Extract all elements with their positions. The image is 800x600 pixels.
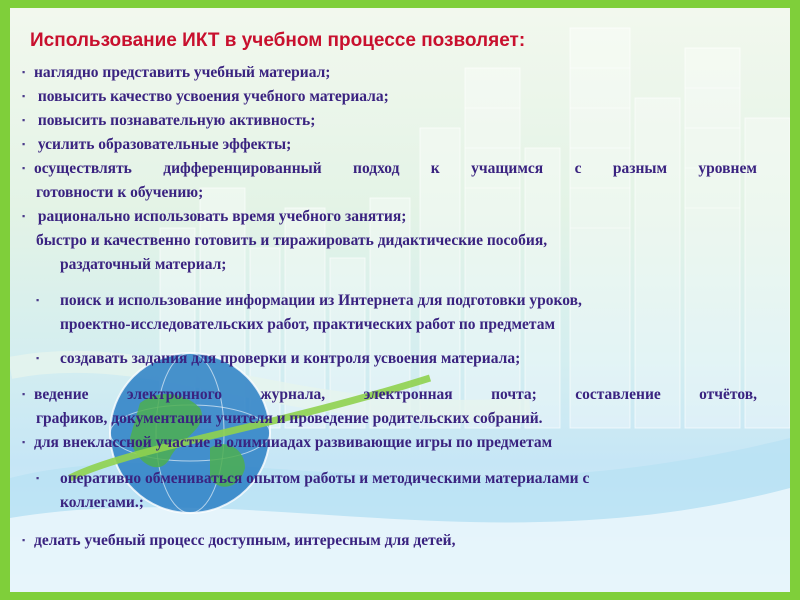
bullet-icon: ▪	[22, 389, 26, 399]
list-item-continuation: проектно-исследовательских работ, практических работ по предметам	[60, 316, 556, 333]
bullet-icon: ▪	[22, 139, 26, 149]
list-item-justified: ▪ осуществлять дифференцированный подход к учащимся с разным уровнем	[22, 160, 757, 177]
list-item: ▪ оперативно обмениваться опытом работы и методическими материалами с	[36, 470, 590, 487]
list-item-continuation: раздаточный материал;	[60, 256, 227, 273]
bullet-icon: ▪	[22, 211, 26, 221]
bullet-icon: ▪	[36, 353, 40, 363]
bullet-icon: ▪	[22, 67, 26, 77]
bullet-icon: ▪	[22, 535, 26, 545]
bullet-icon: ▪	[36, 295, 40, 305]
globe-icon	[110, 353, 270, 513]
list-item: ▪ наглядно представить учебный материал;	[22, 64, 331, 81]
list-item-continuation: готовности к обучению;	[36, 184, 204, 201]
list-item-continuation: коллегами.;	[60, 494, 144, 511]
list-item: ▪ рационально использовать время учебного занятия;	[22, 208, 407, 225]
list-item: ▪ повысить познавательную активность;	[22, 112, 316, 129]
bullet-icon: ▪	[36, 473, 40, 483]
list-item-justified: ▪ ведение электронного журнала, электронная почта; составление отчётов,	[22, 386, 757, 403]
list-item: ▪ для внеклассной участие в олимпиадах развивающие игры по предметам	[22, 434, 553, 451]
list-item: быстро и качественно готовить и тиражировать дидактические пособия,	[36, 232, 548, 249]
slide-content	[10, 8, 790, 592]
slide-title: Использование ИКТ в учебном процессе позволяет:	[30, 30, 526, 51]
bullet-icon: ▪	[22, 115, 26, 125]
list-item: ▪ повысить качество усвоения учебного материала;	[22, 88, 389, 105]
list-item: ▪ создавать задания для проверки и контроля усвоения материала;	[36, 350, 521, 367]
list-item-continuation: графиков, документации учителя и проведение родительских собраний.	[36, 410, 543, 427]
list-item: ▪ поиск и использование информации из Интернета для подготовки уроков,	[36, 292, 582, 309]
bullet-icon: ▪	[22, 163, 26, 173]
bullet-icon: ▪	[22, 437, 26, 447]
bullet-icon: ▪	[22, 91, 26, 101]
list-item: ▪ делать учебный процесс доступным, интересным для детей,	[22, 532, 456, 549]
list-item: ▪ усилить образовательные эффекты;	[22, 136, 292, 153]
